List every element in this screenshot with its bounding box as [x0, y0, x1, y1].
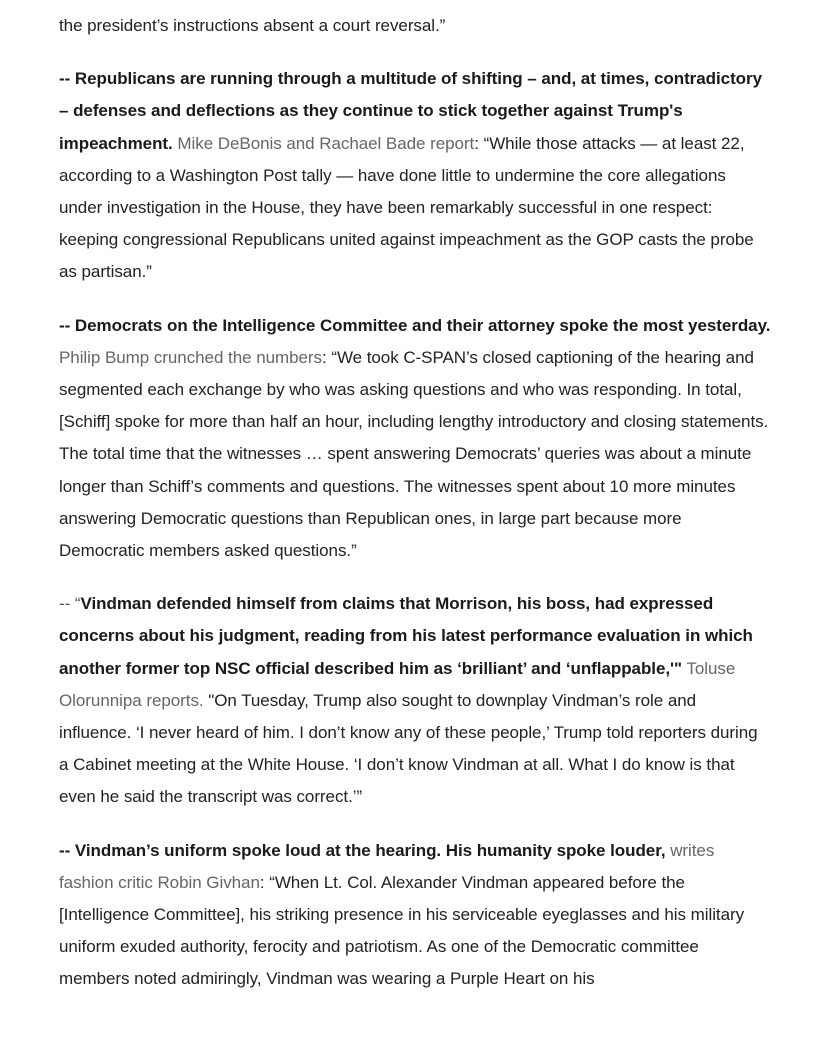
paragraph-democrats-spoke [59, 310, 771, 568]
report-link[interactable]: writes fashion critic Robin Givhan [59, 840, 715, 892]
paragraph-text: : “While those attacks — at least 22, according to a Washington Post tally — have done little to undermine the core allegations under investigation in the House, they have been remarkably successful in one respect: keeping congressional Republicans united against impeachment as the GOP casts the probe as partisan.” [59, 133, 754, 282]
paragraph-prefix: -- “ [59, 594, 81, 614]
report-link[interactable]: Toluse Olorunnipa reports. [59, 658, 736, 710]
article-body [59, 10, 771, 1017]
paragraph-republicans-defenses [59, 63, 771, 288]
paragraph-vindman-uniform [59, 835, 771, 996]
paragraph-text: : “When Lt. Col. Alexander Vindman appeared before the [Intelligence Committee], his striking presence in his serviceable eyeglasses and his military uniform exuded authority, ferocity and patriotism. As one of the Democratic committee members noted admiringly, Vindman was wearing a Purple Heart on his [59, 872, 745, 989]
paragraph-text: the president’s instructions absent a court reversal.” [59, 16, 446, 35]
paragraph-text: : “We took C-SPAN’s closed captioning of the hearing and segmented each exchange by who was asking questions and who was responding. In total, [Schiff] spoke for more than half an hour, including lengthy introductory and closing statements. The total time that the witnesses … spent answering Democrats’ queries was about a minute longer than Schiff’s comments and questions. The witnesses spent about 10 more minutes answering Democratic questions than Republican ones, in large part because more Democratic members asked questions.” [59, 347, 769, 561]
paragraph-lead: -- Vindman’s uniform spoke loud at the hearing. His humanity spoke louder, [59, 840, 666, 860]
report-link[interactable]: Mike DeBonis and Rachael Bade report [177, 133, 475, 153]
report-link[interactable]: Philip Bump crunched the numbers [59, 347, 322, 367]
paragraph-continuation [59, 10, 771, 42]
paragraph-lead: -- Democrats on the Intelligence Committee and their attorney spoke the most yesterday. [59, 315, 771, 335]
paragraph-lead: -- Republicans are running through a multitude of shifting – and, at times, contradictory – defenses and deflections as they continue to stick together against Trump's impeachment. [59, 69, 762, 153]
paragraph-vindman-defended [59, 588, 771, 813]
paragraph-lead: Vindman defended himself from claims that Morrison, his boss, had expressed concerns about his judgment, reading from his latest performance evaluation in which another former top NSC official described him as ‘brilliant’ and ‘unflappable,'" [59, 594, 753, 678]
paragraph-text: "On Tuesday, Trump also sought to downplay Vindman’s role and influence. ‘I never heard of him. I don’t know any of these people,’ Trump told reporters during a Cabinet meeting at the White House. ‘I don’t know Vindman at all. What I do know is that even he said the transcript was correct.’” [59, 690, 758, 807]
